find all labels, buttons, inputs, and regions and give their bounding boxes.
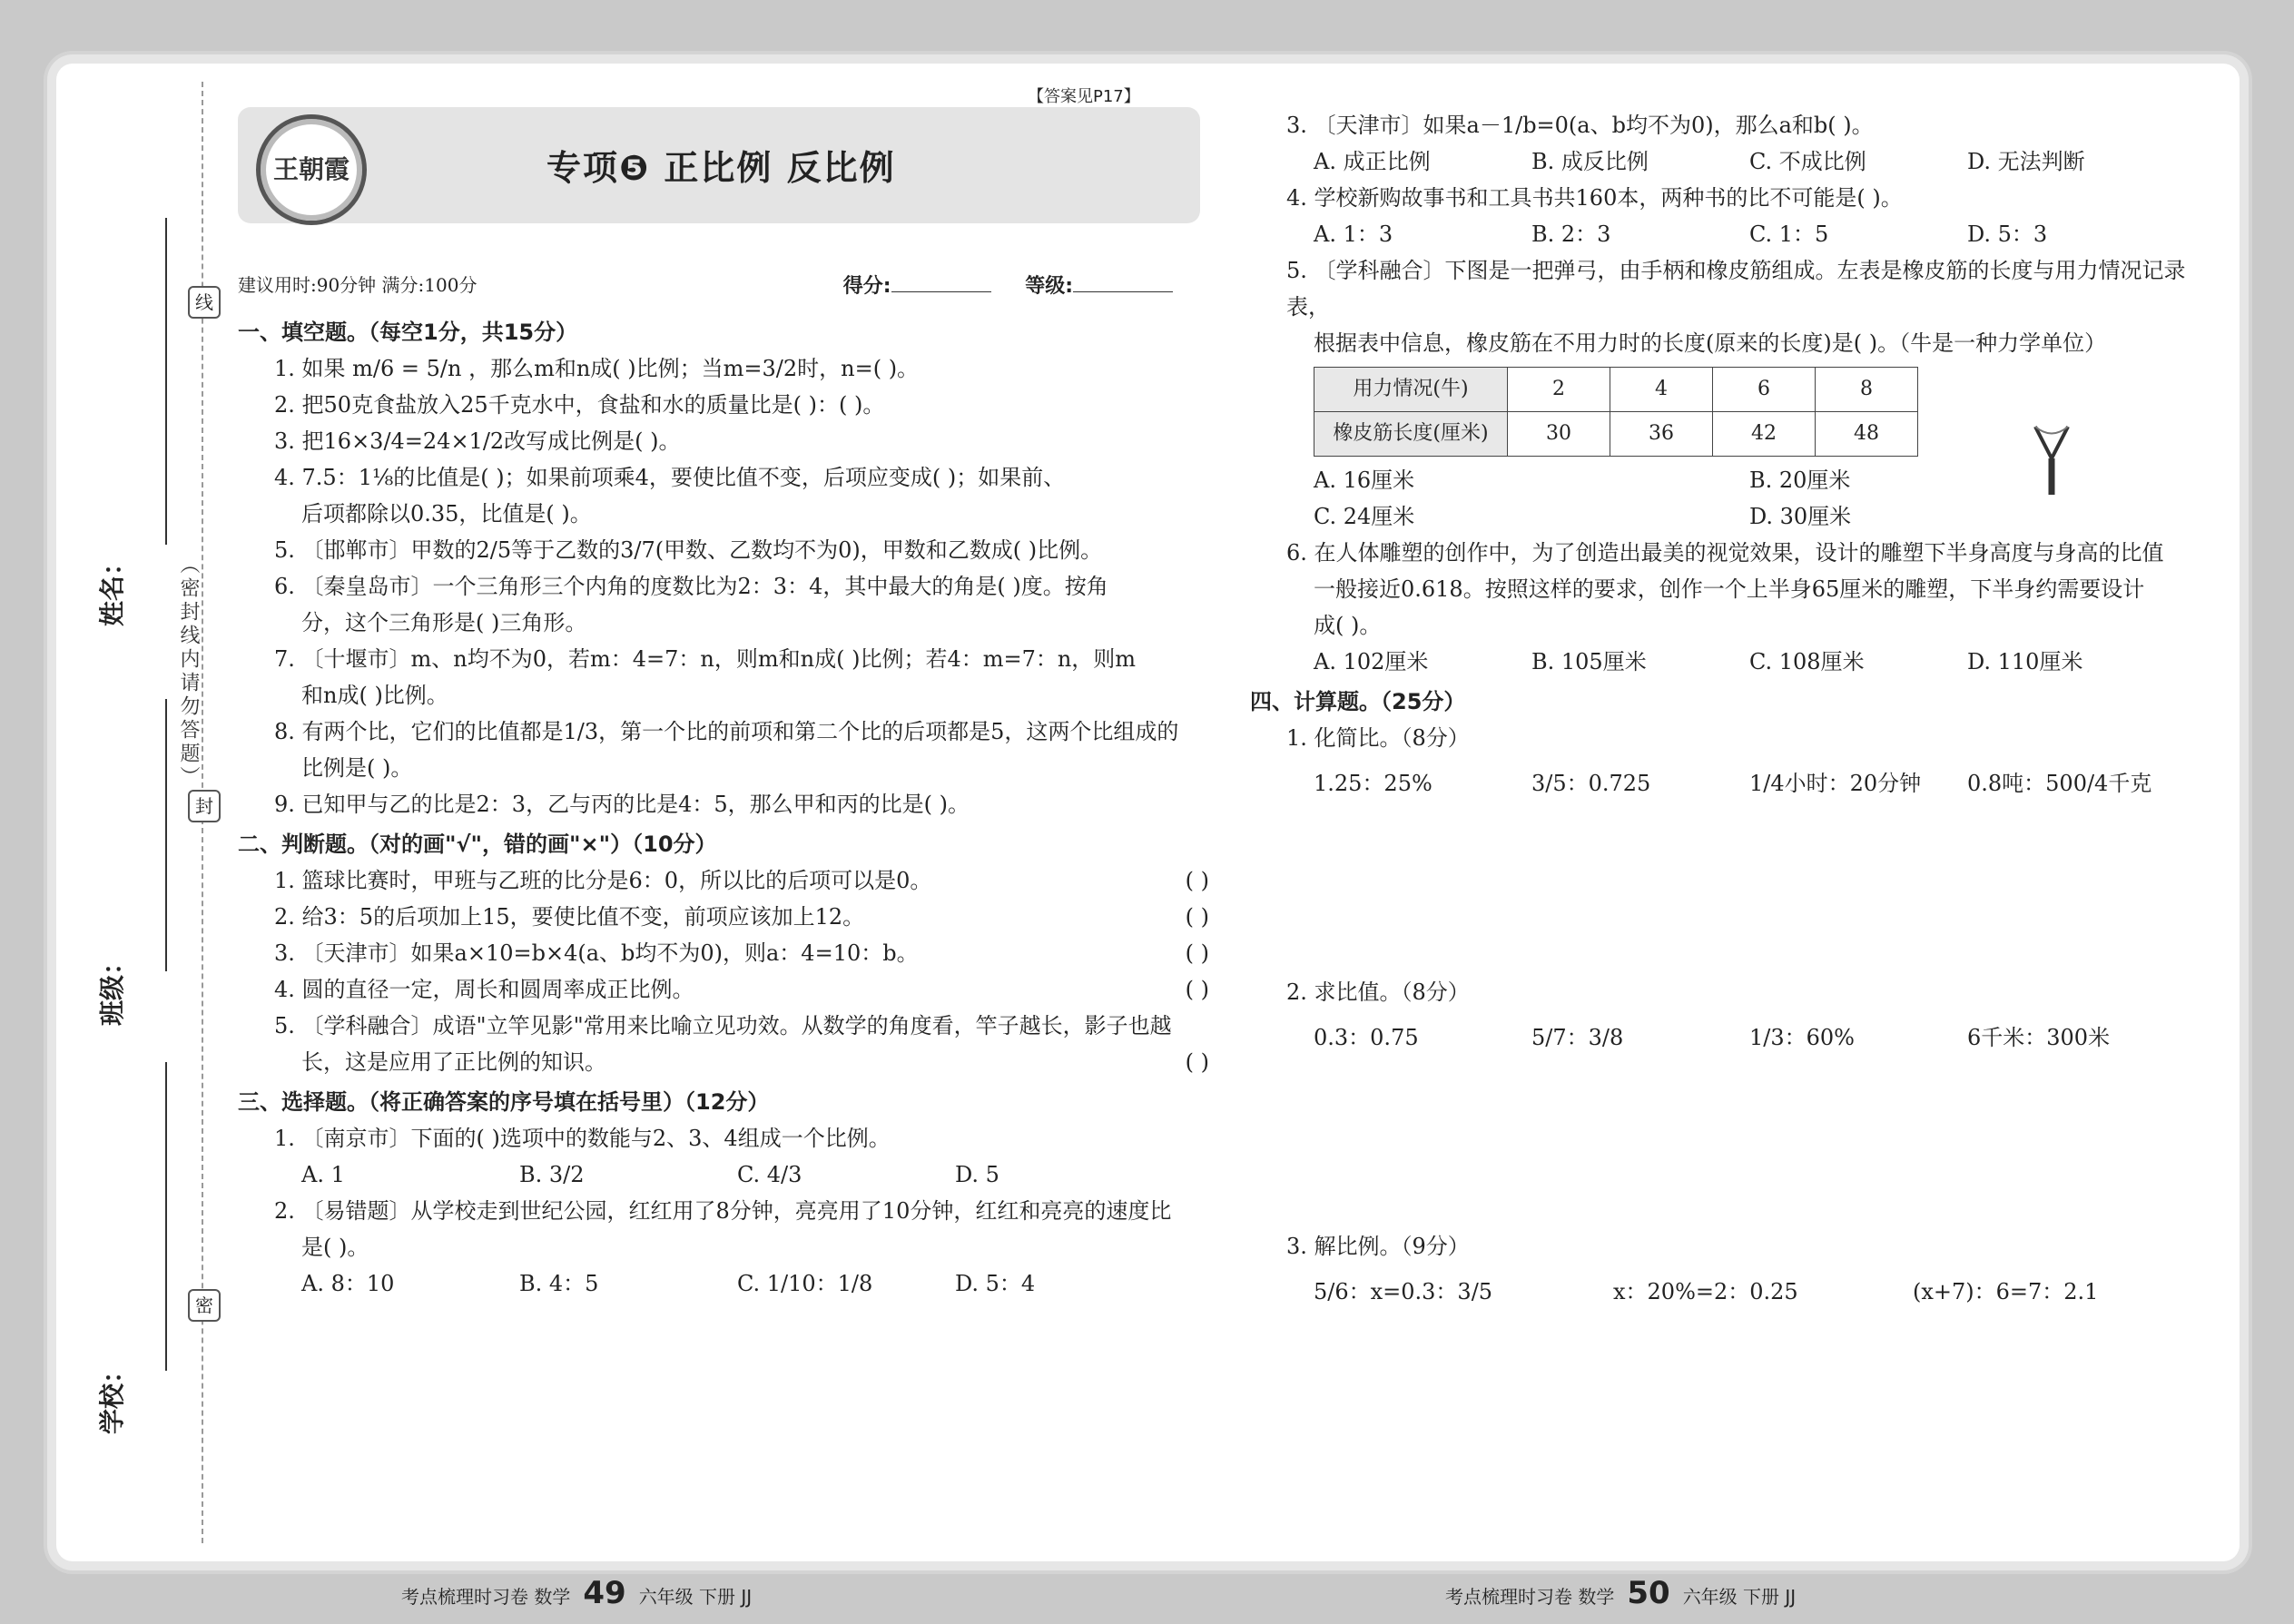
judge-q1: 1. 篮球比赛时，甲班与乙班的比分是6：0，所以比的后项可以是0。 ( ) [238,862,1209,899]
rubber-band-table [1314,367,1918,457]
fill-q9: 9. 已知甲与乙的比是2：3，乙与丙的比是4：5，那么甲和丙的比是( )。 [274,792,970,817]
choice-q6: 6. 在人体雕塑的创作中，为了创造出最美的视觉效果，设计的雕塑下半身高度与身高的比值 [1286,540,2164,566]
option[interactable]: D. 5：3 [1967,221,2048,247]
choice-q2-options [238,1265,1209,1302]
option[interactable]: B. 3/2 [519,1162,585,1187]
choice-q6-options [1250,644,2221,680]
choice-q1-options [238,1156,1209,1193]
table-row [1314,412,1918,457]
school-label: 学校： [97,1357,127,1434]
option[interactable]: A. 1 [301,1162,345,1187]
answer-paren[interactable]: ( ) [1185,904,1209,930]
fill-q4: 4. 7.5：1⅛的比值是( )；如果前项乘4，要使比值不变，后项应变成( )；如果前、 [274,465,1066,490]
fill-q6-cont: 分，这个三角形是( )三角形。 [301,610,587,635]
option[interactable]: B. 20厘米 [1749,468,1851,493]
option[interactable]: D. 5：4 [955,1271,1036,1296]
fill-q8: 8. 有两个比，它们的比值都是1/3，第一个比的前项和第二个比的后项都是5，这两个比组成的 [274,719,1179,744]
choice-q5-cont: 根据表中信息，橡皮筋在不用力时的长度(原来的长度)是( )。（牛是一种力学单位） [1314,330,2107,356]
choice-q4: 4. 学校新购故事书和工具书共160本，两种书的比不可能是( )。 [1286,185,1903,211]
option[interactable]: D. 无法判断 [1967,149,2085,174]
table-cell: 6 [1713,368,1816,412]
exam-paper [56,64,2240,1611]
class-field[interactable] [165,699,167,971]
option[interactable]: A. 16厘米 [1314,468,1415,493]
table-cell: 30 [1508,412,1610,457]
option[interactable]: B. 105厘米 [1531,649,1647,674]
page-title: 专项❺ 正比例 反比例 [546,148,896,188]
grade-field[interactable] [1073,291,1173,292]
option[interactable]: D. 5 [955,1162,999,1187]
fill-q4-cont: 后项都除以0.35，比值是( )。 [301,501,592,527]
name-label: 姓名： [97,549,127,626]
calc-part3: 3. 解比例。（9分） [1286,1234,1470,1259]
score-field[interactable] [891,291,991,292]
option[interactable]: C. 108厘米 [1749,649,1865,674]
option[interactable]: A. 成正比例 [1314,149,1431,174]
choice-q6-cont2: 成( )。 [1314,613,1382,638]
title-banner [238,107,1200,223]
calc-item: 5/7：3/8 [1531,1025,1624,1050]
fill-q3: 3. 把16×3/4=24×1/2改写成比例是( )。 [274,428,681,454]
table-cell: 2 [1508,368,1610,412]
seal-note: （密封线内请勿答题） [177,554,200,790]
choice-q3-options [1250,143,2221,180]
calc-item: x：20%=2：0.25 [1613,1279,1798,1304]
choice-q3: 3. 〔天津市〕如果a－1/b=0(a、b均不为0)，那么a和b( )。 [1286,113,1874,138]
binding-margin [56,64,220,1561]
calc-item: 6千米：300米 [1967,1025,2111,1050]
answer-paren[interactable]: ( ) [1185,940,1209,966]
answer-paren[interactable]: ( ) [1185,977,1209,1002]
tag-seal: 封 [188,790,221,822]
table-cell: 8 [1816,368,1918,412]
table-cell: 36 [1610,412,1713,457]
meta-line [238,271,1200,297]
choice-q5: 5. 〔学科融合〕下图是一把弹弓，由手柄和橡皮筋组成。左表是橡皮筋的长度与用力情况记录表， [1286,258,2186,320]
option[interactable]: A. 8：10 [301,1271,395,1296]
work-space[interactable] [1250,1056,2221,1228]
table-cell: 42 [1713,412,1816,457]
table-cell: 48 [1816,412,1918,457]
calc-item: 1.25：25% [1314,771,1433,796]
fill-q7: 7. 〔十堰市〕m、n均不为0，若m：4=7：n，则m和n成( )比例；若4：m=7：n，则m [274,646,1137,672]
choice-q2-cont: 是( )。 [301,1235,369,1260]
choice-q4-options [1250,216,2221,252]
section-fill: 一、填空题。（每空1分，共15分） [238,320,578,345]
calc-item: 5/6：x=0.3：3/5 [1314,1279,1493,1304]
fill-q5: 5. 〔邯郸市〕甲数的2/5等于乙数的3/7(甲数、乙数均不为0)，甲数和乙数成( )比例。 [274,537,1103,563]
section-calc: 四、计算题。（25分） [1250,689,1466,714]
table-cell: 4 [1610,368,1713,412]
choice-q1: 1. 〔南京市〕下面的( )选项中的数能与2、3、4组成一个比例。 [274,1126,891,1151]
choice-q2: 2. 〔易错题〕从学校走到世纪公园，红红用了8分钟，亮亮用了10分钟，红红和亮亮的速度比 [274,1198,1172,1224]
right-column [1250,107,2221,1310]
option[interactable]: C. 不成比例 [1749,149,1866,174]
option[interactable]: C. 24厘米 [1314,504,1415,529]
footer-right: 考点梳理时习卷 数学 50 六年级 下册 JJ [1445,1575,1797,1611]
tag-line: 线 [188,286,221,319]
fill-q1: 1. 如果 m/6 = 5/n ，那么m和n成( )比例；当m=3/2时，n=( )。 [274,356,920,381]
answer-ref: 【答案见P17】 [1028,87,1140,106]
calc-item: (x+7)：6=7：2.1 [1913,1279,2099,1304]
footer-left: 考点梳理时习卷 数学 49 六年级 下册 JJ [401,1575,753,1611]
calc-part2-items [1250,1019,2221,1056]
table-row [1314,368,1918,412]
calc-item: 1/4小时：20分钟 [1749,771,1922,796]
choice-q5-options-row2 [1250,498,2221,535]
option[interactable]: D. 110厘米 [1967,649,2083,674]
option[interactable]: B. 2：3 [1531,221,1611,247]
name-field[interactable] [165,218,167,545]
time-limit: 建议用时:90分钟 满分:100分 [238,274,478,296]
choice-q6-cont: 一般接近0.618。按照这样的要求，创作一个上半身65厘米的雕塑，下半身约需要设计 [1314,576,2145,602]
option[interactable]: B. 4：5 [519,1271,599,1296]
calc-item: 1/3：60% [1749,1025,1855,1050]
section-judge: 二、判断题。（对的画"√"，错的画"×"）（10分） [238,832,717,857]
score-area [843,271,1200,299]
answer-paren[interactable]: ( ) [1185,1049,1209,1075]
judge-q5: 5. 〔学科融合〕成语"立竿见影"常用来比喻立见功效。从数学的角度看，竿子越长，影子也越 [274,1013,1172,1038]
calc-item: 0.8吨：500/4千克 [1967,771,2152,796]
option[interactable]: A. 1：3 [1314,221,1393,247]
calc-part2: 2. 求比值。（8分） [1286,979,1470,1005]
fill-q6: 6. 〔秦皇岛市〕一个三角形三个内角的度数比为2：3：4，其中最大的角是( )度。按角 [274,574,1108,599]
work-space[interactable] [1250,802,2221,974]
table-header: 用力情况(牛) [1314,368,1508,412]
option[interactable]: C. 1：5 [1749,221,1829,247]
calc-part1: 1. 化简比。（8分） [1286,725,1470,751]
left-column [238,310,1209,1302]
judge-q3: 3. 〔天津市〕如果a×10=b×4(a、b均不为0)，则a：4=10：b。 ( ) [238,935,1209,971]
fill-q2: 2. 把50克食盐放入25千克水中，食盐和水的质量比是( )：( )。 [274,392,885,418]
school-field[interactable] [165,1062,167,1371]
class-label: 班级： [97,949,127,1026]
calc-part1-items [1250,765,2221,802]
option[interactable]: B. 成反比例 [1531,149,1649,174]
fill-q8-cont: 比例是( )。 [301,755,413,781]
page-number: 50 [1627,1575,1670,1611]
slingshot-icon [2026,418,2081,499]
judge-q4: 4. 圆的直径一定，周长和圆周率成正比例。 ( ) [238,971,1209,1008]
tag-seal2: 密 [188,1289,221,1322]
judge-q5-cont: 长，这是应用了正比例的知识。 ( ) [238,1044,1209,1080]
option[interactable]: D. 30厘米 [1749,504,1852,529]
option[interactable]: C. 1/10：1/8 [737,1271,873,1296]
section-choice: 三、选择题。（将正确答案的序号填在括号里）（12分） [238,1089,770,1115]
calc-item: 0.3：0.75 [1314,1025,1419,1050]
table-header: 橡皮筋长度(厘米) [1314,412,1508,457]
score-label: 得分: [842,275,891,298]
judge-q2: 2. 给3：5的后项加上15，要使比值不变，前项应该加上12。 ( ) [238,899,1209,935]
calc-item: 3/5：0.725 [1531,771,1651,796]
calc-part3-items [1250,1274,2221,1310]
fill-q7-cont: 和n成( )比例。 [301,683,448,708]
grade-label: 等级: [1025,275,1073,298]
publisher-logo: 王朝霞 [256,114,367,225]
page-number: 49 [583,1575,626,1611]
answer-paren[interactable]: ( ) [1185,868,1209,893]
option[interactable]: C. 4/3 [737,1162,802,1187]
option[interactable]: A. 102厘米 [1314,649,1429,674]
